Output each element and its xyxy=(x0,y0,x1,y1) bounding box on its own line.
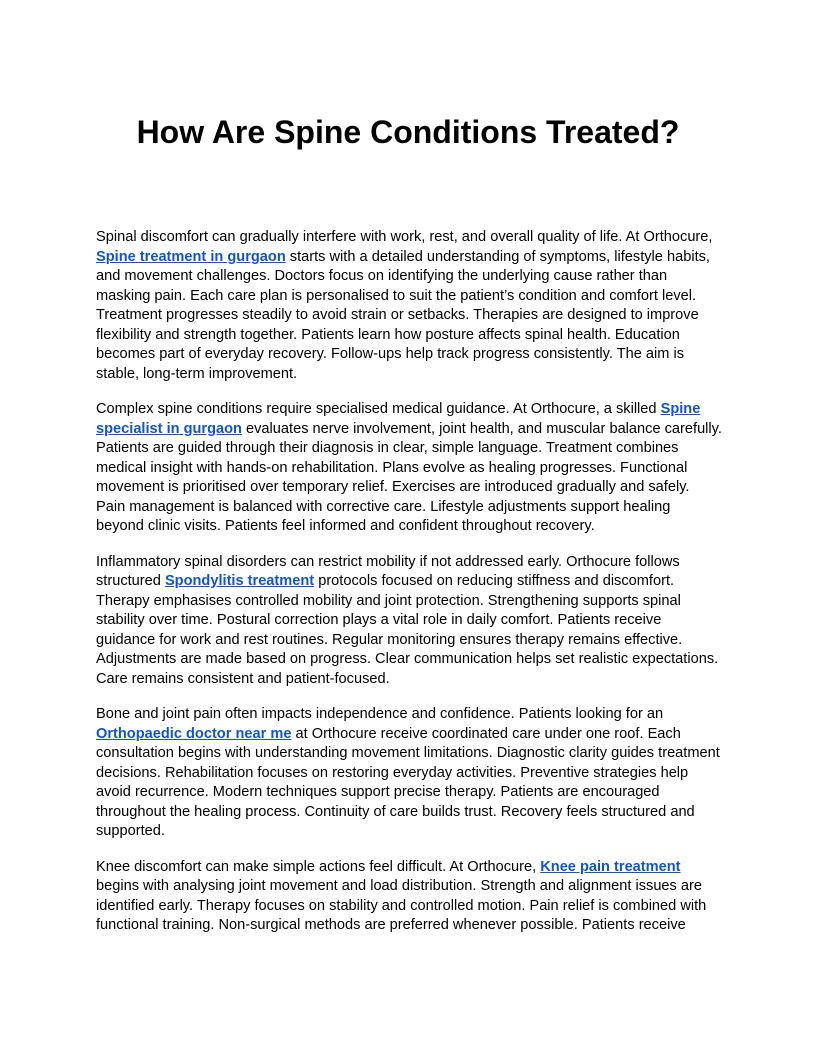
paragraph-text: starts with a detailed understanding of symptoms, lifestyle habits, and movement challenges. Doctors focus on identifying the underlying cause rather than masking pain. Each care plan is personalised to suit the patient’s condition and comfort level. Treatment progresses steadily to avoid strain or setbacks. Therapies are designed to improve flexibility and strength together. Patients learn how posture affects spinal health. Education becomes part of everyday recovery. Follow-ups help track progress consistently. The aim is stable, long-term improvement. xyxy=(96,248,710,382)
paragraph-text: begins with analysing joint movement and load distribution. Strength and alignment issues are identified early. Therapy focuses on stability and controlled motion. Pain relief is combined with functional training. Non-surgical methods are preferred whenever possible. Patients receive xyxy=(96,878,707,933)
paragraph-spine-treatment xyxy=(96,228,722,384)
paragraph-spondylitis xyxy=(96,553,722,690)
paragraph-text: Spinal discomfort can gradually interfere with work, rest, and overall quality of life. At Orthocure, xyxy=(96,229,713,245)
link-knee-pain-treatment[interactable]: Knee pain treatment xyxy=(540,858,681,875)
document-body xyxy=(96,228,722,952)
paragraph-text: evaluates nerve involvement, joint health, and muscular balance carefully. Patients are guided through their diagnosis in clear, simple language. Treatment combines medical insight with hands-on rehabilitation. Plans evolve as healing progresses. Functional movement is prioritised over temporary relief. Exercises are introduced gradually and safely. Pain management is balanced with corrective care. Lifestyle adjustments support healing beyond clinic visits. Patients feel informed and confident throughout recovery. xyxy=(96,420,722,534)
paragraph-text: Bone and joint pain often impacts independence and confidence. Patients looking for an xyxy=(96,706,664,722)
page-title: How Are Spine Conditions Treated? xyxy=(136,114,680,150)
paragraph-orthopaedic-doctor xyxy=(96,705,722,842)
paragraph-spine-specialist xyxy=(96,400,722,537)
paragraph-text: Inflammatory spinal disorders can restrict mobility if not addressed early. Orthocure follows structured xyxy=(96,553,680,589)
link-spine-treatment-in-gurgaon[interactable]: Spine treatment in gurgaon xyxy=(96,248,286,265)
paragraph-text: protocols focused on reducing stiffness and discomfort. Therapy emphasises controlled mobility and joint protection. Strengthening supports spinal stability over time. Postural correction plays a vital role in daily comfort. Patients receive guidance for work and rest routines. Regular monitoring ensures therapy remains effective. Adjustments are made based on progress. Clear communication helps set realistic expectations. Care remains consistent and patient-focused. xyxy=(96,573,719,687)
link-orthopaedic-doctor-near-me[interactable]: Orthopaedic doctor near me xyxy=(96,725,292,742)
link-spondylitis-treatment[interactable]: Spondylitis treatment xyxy=(164,573,315,589)
paragraph-text: Complex spine conditions require specialised medical guidance. At Orthocure, a skilled xyxy=(96,401,661,417)
paragraph-text: Knee discomfort can make simple actions feel difficult. At Orthocure, xyxy=(96,858,541,875)
paragraph-knee-pain xyxy=(96,858,722,936)
link-spine-specialist-in-gurgaon[interactable]: Spine specialist in gurgaon xyxy=(96,401,701,437)
paragraph-text: at Orthocure receive coordinated care under one roof. Each consultation begins with understanding movement limitations. Diagnostic clarity guides treatment decisions. Rehabilitation focuses on restoring everyday activities. Preventive strategies help avoid recurrence. Modern techniques support precise therapy. Patients are encouraged throughout the healing process. Continuity of care builds trust. Recovery feels structured and supported. xyxy=(96,725,720,839)
